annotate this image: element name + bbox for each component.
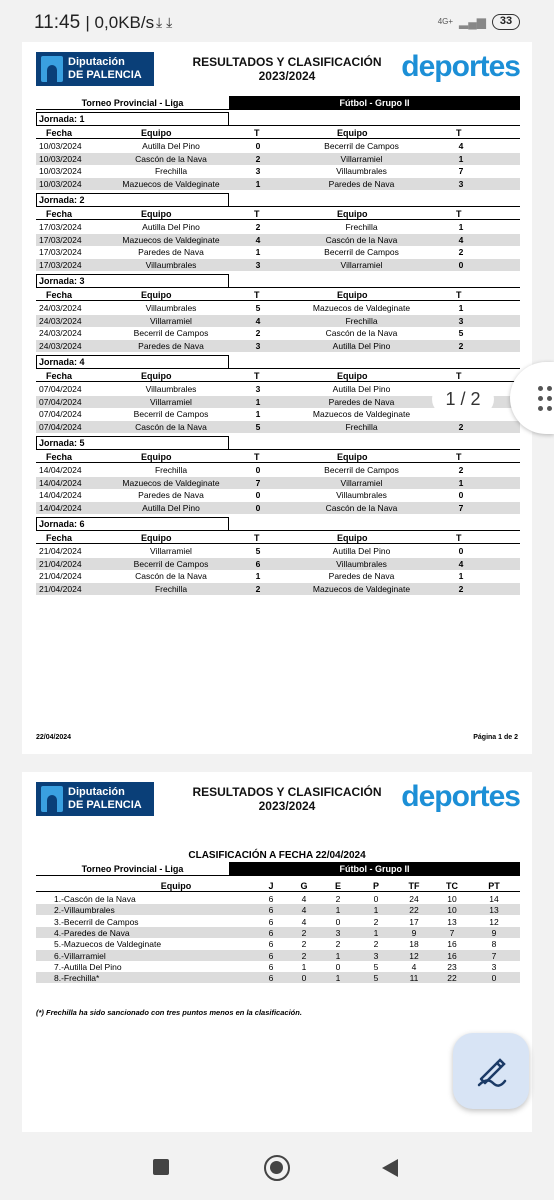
away-score: 7 — [458, 166, 464, 176]
home-team: Mazuecos de Valdeginate — [122, 477, 220, 488]
match-date: 24/03/2024 — [39, 303, 82, 313]
match-row — [36, 464, 520, 476]
home-team: Paredes de Nava — [138, 247, 204, 257]
match-date: 24/03/2024 — [39, 315, 82, 326]
match-row — [36, 221, 520, 233]
home-score: 7 — [255, 477, 261, 488]
away-team: Becerril de Campos — [324, 141, 399, 151]
col-away-score: T — [456, 290, 462, 300]
column-headers — [36, 127, 520, 139]
played: 6 — [268, 894, 274, 904]
match-date: 10/03/2024 — [39, 153, 82, 164]
jornada-header — [36, 436, 520, 450]
away-team: Becerril de Campos — [324, 247, 399, 257]
away-score: 5 — [458, 328, 464, 338]
jornada-label: Jornada: 4 — [36, 355, 229, 369]
home-score: 3 — [255, 340, 261, 351]
standings-row — [36, 961, 520, 972]
home-score: 2 — [255, 328, 261, 338]
team-name: 7.-Autilla Del Pino — [54, 961, 122, 972]
match-row — [36, 489, 520, 501]
match-row — [36, 302, 520, 314]
goals-for: 22 — [409, 905, 419, 916]
away-team: Mazuecos de Valdeginate — [312, 303, 411, 313]
goals-for: 18 — [409, 939, 419, 950]
away-score: 4 — [458, 234, 464, 245]
home-score: 1 — [255, 247, 261, 257]
col-away-team: Equipo — [337, 533, 368, 543]
away-score: 1 — [458, 153, 464, 164]
home-score: 1 — [255, 178, 261, 189]
away-score: 2 — [458, 421, 464, 432]
home-team: Frechilla — [154, 465, 188, 475]
goals-against: 22 — [447, 973, 457, 984]
column-headers — [36, 532, 520, 544]
drawn: 2 — [335, 939, 341, 950]
home-team: Autilla Del Pino — [142, 222, 200, 232]
match-date: 21/04/2024 — [39, 546, 82, 556]
goals-for: 9 — [411, 927, 417, 938]
away-score: 2 — [458, 340, 464, 351]
diputacion-logo: Diputación DE PALENCIA — [36, 782, 154, 816]
goals-for: 4 — [411, 961, 417, 972]
footer-page-number: Página 1 de 2 — [473, 734, 518, 741]
match-date: 17/03/2024 — [39, 234, 82, 245]
away-score: 0 — [458, 490, 464, 500]
away-team: Cascón de la Nava — [325, 234, 398, 245]
match-row — [36, 246, 520, 258]
home-score: 5 — [255, 303, 261, 313]
jornada-label: Jornada: 2 — [36, 193, 229, 207]
col-home-score: T — [254, 209, 260, 219]
away-score: 0 — [458, 259, 464, 270]
col-away-team: Equipo — [337, 128, 368, 138]
jornada-label: Jornada: 1 — [36, 112, 229, 126]
column-headers — [36, 208, 520, 220]
home-team: Villarramiel — [150, 546, 192, 556]
away-team: Autilla Del Pino — [332, 546, 391, 556]
home-team: Mazuecos de Valdeginate — [122, 178, 220, 189]
report-title: RESULTADOS Y CLASIFICACIÓN 2023/2024 — [192, 785, 382, 813]
col-away-score: T — [456, 533, 462, 543]
match-date: 07/04/2024 — [39, 421, 82, 432]
home-team: Autilla Del Pino — [142, 141, 200, 151]
col-home-team: Equipo — [141, 128, 172, 138]
lost: 1 — [373, 927, 379, 938]
points: 9 — [491, 927, 497, 938]
divider — [229, 287, 520, 288]
match-date: 10/03/2024 — [39, 166, 82, 176]
team-name: 1.-Cascón de la Nava — [54, 894, 136, 904]
home-score: 4 — [255, 234, 261, 245]
drawn: 0 — [335, 916, 341, 927]
status-time: 11:45 | 0,0KB/s — [34, 12, 155, 33]
won: 4 — [301, 894, 307, 904]
goals-against: 7 — [449, 927, 455, 938]
divider — [229, 530, 520, 531]
goals-against: 16 — [447, 950, 457, 961]
home-team: Paredes de Nava — [138, 340, 204, 351]
points: 3 — [491, 961, 497, 972]
match-row — [36, 340, 520, 352]
team-name: 4.-Paredes de Nava — [54, 927, 130, 938]
jornada-header — [36, 517, 520, 531]
pen-edit-icon — [453, 1033, 529, 1109]
drawn: 1 — [335, 973, 341, 984]
home-team: Cascón de la Nava — [135, 421, 207, 432]
away-team: Villaumbrales — [336, 558, 387, 569]
match-row — [36, 583, 520, 595]
divider — [229, 206, 520, 207]
home-team: Villaumbrales — [145, 303, 197, 313]
away-team: Villaumbrales — [336, 490, 387, 500]
won: 0 — [301, 973, 307, 984]
played: 6 — [268, 950, 274, 961]
col-home-team: Equipo — [141, 533, 172, 543]
status-bar — [0, 0, 554, 44]
played: 6 — [268, 973, 274, 984]
played: 6 — [268, 905, 274, 916]
away-team: Villaumbrales — [336, 166, 387, 176]
team-name: 3.-Becerril de Campos — [54, 916, 139, 927]
match-row — [36, 421, 520, 433]
match-row — [36, 165, 520, 177]
away-team: Villarramiel — [340, 477, 383, 488]
col-away-team: Equipo — [337, 290, 368, 300]
goals-against: 10 — [447, 894, 457, 904]
drawn: 3 — [335, 927, 341, 938]
points: 12 — [489, 916, 499, 927]
col-date: Fecha — [46, 290, 73, 300]
divider — [229, 449, 520, 450]
col-date: Fecha — [46, 452, 73, 462]
home-team: Becerril de Campos — [133, 328, 209, 338]
team-name: 6.-Villarramiel — [54, 950, 106, 961]
home-score: 2 — [255, 153, 261, 164]
home-score: 0 — [255, 490, 261, 500]
away-team: Mazuecos de Valdeginate — [312, 583, 411, 594]
col-away-score: T — [456, 371, 462, 381]
home-score: 5 — [255, 421, 261, 432]
match-row — [36, 140, 520, 152]
col-home-team: Equipo — [141, 209, 172, 219]
standings-row — [36, 950, 520, 961]
col-date: Fecha — [46, 371, 73, 381]
won: 2 — [301, 950, 307, 961]
group-name: Fútbol - Grupo II — [229, 96, 520, 110]
home-team: Villarramiel — [150, 315, 192, 326]
away-score: 3 — [458, 178, 464, 189]
divider — [229, 125, 520, 126]
match-date: 17/03/2024 — [39, 247, 82, 257]
home-team: Paredes de Nava — [138, 490, 204, 500]
goals-for: 12 — [409, 950, 419, 961]
home-team: Cascón de la Nava — [135, 571, 207, 581]
match-row — [36, 234, 520, 246]
home-score: 3 — [255, 384, 261, 394]
points: 14 — [489, 894, 499, 904]
goals-for: 17 — [409, 916, 419, 927]
match-date: 14/04/2024 — [39, 465, 82, 475]
goals-for: 11 — [409, 973, 419, 984]
drawn: 2 — [335, 894, 341, 904]
away-score: 2 — [458, 583, 464, 594]
drawn: 0 — [335, 961, 341, 972]
away-score: 2 — [458, 465, 464, 475]
match-row — [36, 315, 520, 327]
home-score: 0 — [255, 502, 261, 513]
away-score: 1 — [458, 571, 464, 581]
column-headers — [36, 451, 520, 463]
away-team: Paredes de Nava — [328, 178, 395, 189]
col-home-score: T — [254, 128, 260, 138]
home-score: 5 — [255, 546, 261, 556]
away-team: Autilla Del Pino — [332, 384, 391, 394]
away-team: Frechilla — [345, 421, 378, 432]
home-score: 2 — [255, 583, 261, 594]
played: 6 — [268, 939, 274, 950]
lost: 3 — [373, 950, 379, 961]
away-team: Frechilla — [345, 315, 378, 326]
drawn: 1 — [335, 950, 341, 961]
lost: 0 — [373, 894, 379, 904]
org-line2: DE PALENCIA — [68, 69, 142, 81]
team-name: 8.-Frechilla* — [54, 973, 100, 984]
standings-row — [36, 916, 520, 927]
match-date: 21/04/2024 — [39, 583, 82, 594]
col-home-team: Equipo — [141, 452, 172, 462]
goals-against: 13 — [447, 916, 457, 927]
page-indicator: 1 / 2 — [432, 382, 494, 416]
standings-row — [36, 927, 520, 938]
home-score: 1 — [255, 571, 261, 581]
points: 0 — [491, 973, 497, 984]
home-score: 1 — [255, 396, 261, 407]
home-score: 3 — [255, 259, 261, 270]
points: 13 — [489, 905, 499, 916]
deportes-logo: deportes — [401, 780, 520, 813]
match-date: 21/04/2024 — [39, 571, 82, 581]
home-score: 1 — [255, 409, 261, 419]
column-headers — [36, 370, 520, 382]
jornada-label: Jornada: 5 — [36, 436, 229, 450]
match-row — [36, 259, 520, 271]
away-team: Villarramiel — [340, 153, 383, 164]
deportes-logo: deportes — [401, 50, 520, 83]
away-team: Paredes de Nava — [328, 571, 395, 581]
col-away-team: Equipo — [337, 452, 368, 462]
col-away-score: T — [456, 128, 462, 138]
col-away-score: T — [456, 209, 462, 219]
report-title: RESULTADOS Y CLASIFICACIÓN 2023/2024 — [192, 55, 382, 83]
footer-date: 22/04/2024 — [36, 734, 72, 741]
match-row — [36, 545, 520, 557]
divider — [229, 368, 520, 369]
annotate-button[interactable] — [453, 1033, 529, 1109]
standings-row — [36, 972, 520, 983]
lost: 1 — [373, 905, 379, 916]
won: 2 — [301, 927, 307, 938]
goals-for: 24 — [409, 894, 419, 904]
col-home-score: T — [254, 452, 260, 462]
home-button[interactable] — [264, 1155, 290, 1181]
tournament-name: Torneo Provincial - Liga — [36, 96, 229, 110]
match-date: 10/03/2024 — [39, 141, 82, 151]
home-team: Villaumbrales — [145, 259, 197, 270]
match-date: 17/03/2024 — [39, 222, 82, 232]
away-team: Frechilla — [345, 222, 378, 232]
col-home-team: Equipo — [141, 290, 172, 300]
away-score: 2 — [458, 247, 464, 257]
jornada-header — [36, 112, 520, 126]
team-name: 5.-Mazuecos de Valdeginate — [54, 939, 162, 950]
col-home-score: T — [254, 290, 260, 300]
jornada-label: Jornada: 3 — [36, 274, 229, 288]
page-header — [22, 772, 532, 842]
jornada-header — [36, 355, 520, 369]
column-headers — [36, 289, 520, 301]
tournament-bar: Torneo Provincial - Liga Fútbol - Grupo II — [36, 862, 520, 876]
col-date: Fecha — [46, 128, 73, 138]
away-score: 1 — [458, 303, 464, 313]
away-team: Mazuecos de Valdeginate — [312, 409, 411, 419]
home-score: 4 — [255, 315, 261, 326]
home-team: Villarramiel — [150, 396, 192, 407]
match-date: 07/04/2024 — [39, 384, 82, 394]
col-away-team: Equipo — [337, 209, 368, 219]
points: 7 — [491, 950, 497, 961]
away-team: Paredes de Nava — [328, 396, 395, 407]
away-score: 3 — [458, 315, 464, 326]
lost: 2 — [373, 939, 379, 950]
match-date: 10/03/2024 — [39, 178, 82, 189]
match-row — [36, 153, 520, 165]
lost: 2 — [373, 916, 379, 927]
match-date: 14/04/2024 — [39, 502, 82, 513]
away-score: 4 — [458, 558, 464, 569]
match-row — [36, 502, 520, 514]
away-score: 1 — [458, 222, 464, 232]
drawn: 1 — [335, 905, 341, 916]
match-date: 14/04/2024 — [39, 477, 82, 488]
col-home-score: T — [254, 371, 260, 381]
away-team: Cascón de la Nava — [325, 502, 398, 513]
won: 2 — [301, 939, 307, 950]
diputacion-logo — [36, 52, 154, 86]
match-date: 17/03/2024 — [39, 259, 82, 270]
home-score: 0 — [255, 465, 261, 475]
home-team: Frechilla — [154, 583, 188, 594]
battery-indicator: 33 — [492, 14, 520, 30]
home-team: Cascón de la Nava — [135, 153, 207, 164]
away-team: Becerril de Campos — [324, 465, 399, 475]
lost: 5 — [373, 961, 379, 972]
played: 6 — [268, 916, 274, 927]
match-date: 07/04/2024 — [39, 409, 82, 419]
away-team: Villarramiel — [340, 259, 383, 270]
goals-against: 16 — [447, 939, 457, 950]
home-score: 2 — [255, 222, 261, 232]
lost: 5 — [373, 973, 379, 984]
home-score: 6 — [255, 558, 261, 569]
home-team: Villaumbrales — [145, 384, 197, 394]
col-date: Fecha — [46, 533, 73, 543]
match-row — [36, 477, 520, 489]
home-team: Becerril de Campos — [133, 409, 209, 419]
tournament-bar — [36, 96, 520, 110]
standings-row — [36, 938, 520, 949]
match-date: 24/03/2024 — [39, 340, 82, 351]
home-team: Frechilla — [154, 166, 188, 176]
goals-against: 10 — [447, 905, 457, 916]
away-team: Autilla Del Pino — [332, 340, 391, 351]
network-indicator: 4G+ — [437, 17, 454, 26]
match-row — [36, 570, 520, 582]
match-row — [36, 178, 520, 190]
match-date: 24/03/2024 — [39, 328, 82, 338]
back-button[interactable] — [380, 1157, 400, 1179]
col-away-score: T — [456, 452, 462, 462]
match-date: 07/04/2024 — [39, 396, 82, 407]
away-score: 4 — [458, 141, 464, 151]
home-score: 3 — [255, 166, 261, 176]
standings-header: Equipo J G E P TF TC PT — [36, 880, 520, 892]
jornada-label: Jornada: 6 — [36, 517, 229, 531]
standings-row — [36, 904, 520, 915]
home-team: Mazuecos de Valdeginate — [122, 234, 220, 245]
team-name: 2.-Villaumbrales — [54, 905, 115, 916]
away-score: 7 — [458, 502, 464, 513]
jornada-header — [36, 193, 520, 207]
col-date: Fecha — [46, 209, 73, 219]
match-date: 14/04/2024 — [39, 490, 82, 500]
match-row — [36, 558, 520, 570]
signal-icon: ▂▄▆ — [459, 15, 486, 29]
match-date: 21/04/2024 — [39, 558, 82, 569]
away-team: Cascón de la Nava — [325, 328, 398, 338]
recents-button[interactable] — [153, 1159, 169, 1175]
sanction-note: (*) Frechilla ha sido sancionado con tres puntos menos en la clasificación. — [36, 1008, 302, 1017]
home-team: Autilla Del Pino — [142, 502, 200, 513]
org-line1: Diputación — [68, 56, 125, 68]
diputacion-logo-mark — [41, 786, 63, 812]
col-home-score: T — [254, 533, 260, 543]
won: 4 — [301, 905, 307, 916]
played: 6 — [268, 927, 274, 938]
diputacion-logo-mark — [41, 56, 63, 82]
jornada-header — [36, 274, 520, 288]
col-away-team: Equipo — [337, 371, 368, 381]
away-score: 0 — [458, 546, 464, 556]
home-team: Becerril de Campos — [133, 558, 209, 569]
classification-title: CLASIFICACIÓN A FECHA 22/04/2024 — [188, 850, 366, 861]
won: 1 — [301, 961, 307, 972]
won: 4 — [301, 916, 307, 927]
drag-dots-icon — [538, 386, 554, 412]
standings-row — [36, 893, 520, 904]
download-icon: ⤓ ⤓ — [156, 14, 173, 30]
away-score: 1 — [458, 477, 464, 488]
points: 8 — [491, 939, 497, 950]
match-row — [36, 327, 520, 339]
col-home-team: Equipo — [141, 371, 172, 381]
played: 6 — [268, 961, 274, 972]
home-score: 0 — [255, 141, 261, 151]
goals-against: 23 — [447, 961, 457, 972]
